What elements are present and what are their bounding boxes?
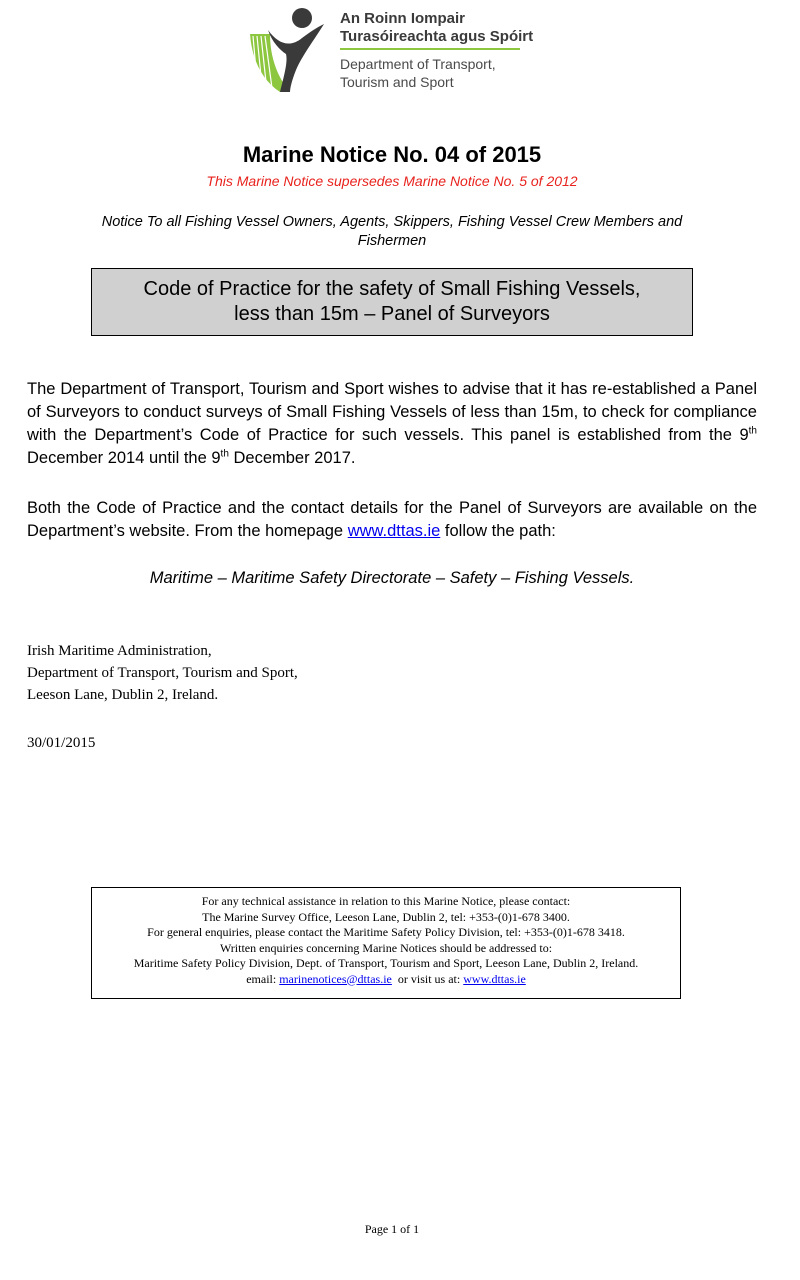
logo-english-line-1: Department of Transport,: [340, 56, 496, 72]
contact-visit-text: or visit us at:: [391, 971, 464, 986]
department-logo: [244, 0, 534, 100]
body-paragraph-1: [27, 378, 757, 470]
logo-irish-line-2: Turasóireachta agus Spóirt: [340, 28, 534, 45]
body-paragraph-2: [27, 497, 757, 543]
para1-sup-1: th: [748, 425, 757, 437]
contact-box: [91, 887, 681, 999]
website-link[interactable]: www.dttas.ie: [463, 971, 526, 986]
navigation-path: Maritime – Maritime Safety Directorate – Safety – Fishing Vessels.: [149, 569, 635, 587]
address-line-3: Leeson Lane, Dublin 2, Ireland.: [27, 687, 219, 703]
audience-line: [55, 213, 729, 251]
page-number: Page 1 of 1: [364, 1222, 420, 1236]
audience-text-1: Notice To all Fishing Vessel Owners, Agents, Skippers, Fishing Vessel Crew Members and: [101, 214, 683, 230]
para1-text-b: December 2014 until the 9: [27, 449, 221, 467]
address-block: [27, 640, 298, 706]
address-line-1: Irish Maritime Administration,: [27, 643, 212, 659]
notice-date: 30/01/2015: [27, 735, 96, 751]
para2-text-b: follow the path:: [440, 522, 556, 540]
address-line-2: Department of Transport, Tourism and Sport,: [27, 665, 298, 681]
email-link[interactable]: marinenotices@dttas.ie: [279, 971, 392, 986]
para1-text-c: December 2017.: [228, 449, 356, 467]
supersedes-note: This Marine Notice supersedes Marine Notice No. 5 of 2012: [206, 173, 578, 189]
contact-line-3: For general enquiries, please contact the Maritime Safety Policy Division, tel: +353-(0)1-678 3418.: [147, 925, 625, 939]
para1-sup-2: th: [220, 448, 229, 460]
logo-divider: [340, 48, 520, 50]
para1-text-a: The Department of Transport, Tourism and Sport wishes to advise that it has re-established a Panel of Surveyors to conduct surveys of Small Fishing Vessels of less than 15m, to check for compliance with the Department’s Code of Practice for such vessels. This panel is established from the 9: [27, 380, 757, 444]
harp-figure-logo-icon: [244, 0, 334, 96]
subject-box: [91, 268, 693, 336]
contact-email-prefix: email:: [246, 971, 280, 986]
notice-title: Marine Notice No. 04 of 2015: [242, 142, 542, 167]
contact-line-1: For any technical assistance in relation to this Marine Notice, please contact:: [201, 894, 571, 908]
logo-english-line-2: Tourism and Sport: [340, 74, 454, 90]
contact-line-5: Maritime Safety Policy Division, Dept. of Transport, Tourism and Sport, Leeson Lane, Dublin 2, Ireland.: [133, 956, 639, 970]
subject-line-1: Code of Practice for the safety of Small Fishing Vessels,: [143, 278, 641, 300]
contact-line-4: Written enquiries concerning Marine Notices should be addressed to:: [219, 940, 553, 955]
audience-text-2: Fishermen: [357, 233, 427, 249]
logo-irish-line-1: An Roinn Iompair: [340, 10, 465, 27]
para2-text-a: Both the Code of Practice and the contact details for the Panel of Surveyors are available on the Department’s website. From the homepage: [27, 499, 757, 540]
contact-line-2: The Marine Survey Office, Leeson Lane, Dublin 2, tel: +353-(0)1-678 3400.: [202, 909, 570, 924]
homepage-link[interactable]: www.dttas.ie: [347, 522, 441, 540]
subject-line-2: less than 15m – Panel of Surveyors: [234, 303, 550, 325]
